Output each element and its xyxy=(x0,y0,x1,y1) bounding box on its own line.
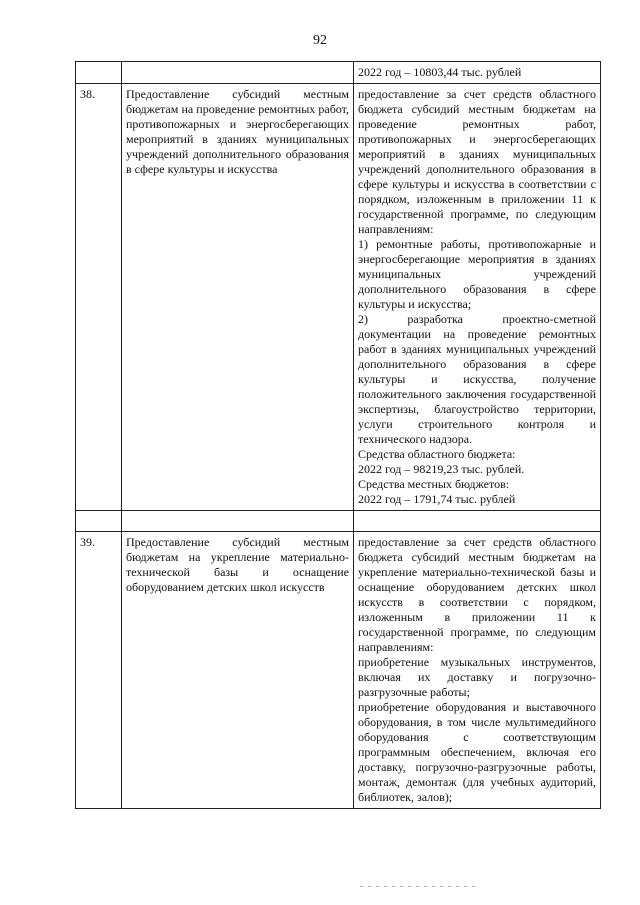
row-title: Предоставление субсидий местным бюджетам на укрепление материально-технической базы и оснащение оборудованием детских школ искусств xyxy=(126,535,349,594)
row-title-cell xyxy=(122,84,354,511)
row-number: 39. xyxy=(76,532,122,809)
spacer-cell xyxy=(76,511,122,532)
table-row-38 xyxy=(76,84,601,511)
row-direction: приобретение музыкальных инструментов, включая их доставку и погрузочно-разгрузочные работы; xyxy=(358,655,596,699)
cell-title-empty xyxy=(122,62,354,84)
cell-number-empty xyxy=(76,62,122,84)
table-row-continuation xyxy=(76,62,601,84)
program-table xyxy=(75,61,601,809)
funding-line: 2022 год – 10803,44 тыс. рублей xyxy=(358,65,522,79)
row-direction: 1) ремонтные работы, противопожарные и энергосберегающие мероприятия в зданиях муниципальных учреждений дополнительного образования в сфере культуры и искусства; xyxy=(358,237,596,311)
spacer-cell xyxy=(122,511,354,532)
row-title-cell xyxy=(122,532,354,809)
table-row-39 xyxy=(76,532,601,809)
funding-line: Средства местных бюджетов: xyxy=(358,477,510,491)
row-direction: 2) разработка проектно-сметной документации на проведение ремонтных работ в зданиях муниципальных учреждений дополнительного образования в сфере культуры и искусства, получение положительного заключения государственной экспертизы, благоустройство территории, услуги строительного контроля и технического надзора. xyxy=(358,312,596,446)
row-direction: приобретение оборудования и выставочного оборудования, в том числе мультимедийного оборудования с соответствующим программным обеспечением, включая его доставку, погрузочно-разгрузочные работы, монтаж, демонтаж (для учебных аудиторий, библиотек, залов); xyxy=(358,700,596,804)
funding-line: 2022 год – 98219,23 тыс. рублей. xyxy=(358,462,525,476)
funding-line: 2022 год – 1791,74 тыс. рублей xyxy=(358,492,516,506)
scan-artifact xyxy=(360,886,480,887)
row-description: предоставление за счет средств областного бюджета субсидий местным бюджетам на проведение ремонтных работ, противопожарных и энергосберегающих мероприятий в зданиях муниципальных учреждений дополнительного образования в сфере культуры и искусства в соответствии с порядком, изложенным в приложении 11 к государственной программе, по следующим направлениям: xyxy=(358,87,596,236)
cell-description xyxy=(354,62,601,84)
row-number: 38. xyxy=(76,84,122,511)
row-description-cell xyxy=(354,532,601,809)
row-description-cell xyxy=(354,84,601,511)
spacer-cell xyxy=(354,511,601,532)
funding-line: Средства областного бюджета: xyxy=(358,447,516,461)
row-description: предоставление за счет средств областного бюджета субсидий местным бюджетам на укрепление материально-технической базы и оснащение оборудованием детских школ искусств в соответствии с порядком, изложенным в приложении 11 к государственной программе, по следующим направлениям: xyxy=(358,535,596,654)
row-title: Предоставление субсидий местным бюджетам на проведение ремонтных работ, противопожарных и энергосберегающих мероприятий в зданиях муниципальных учреждений дополнительного образования в сфере культуры и искусства xyxy=(126,87,349,176)
page-number: 92 xyxy=(313,33,327,48)
table-row-spacer xyxy=(76,511,601,532)
